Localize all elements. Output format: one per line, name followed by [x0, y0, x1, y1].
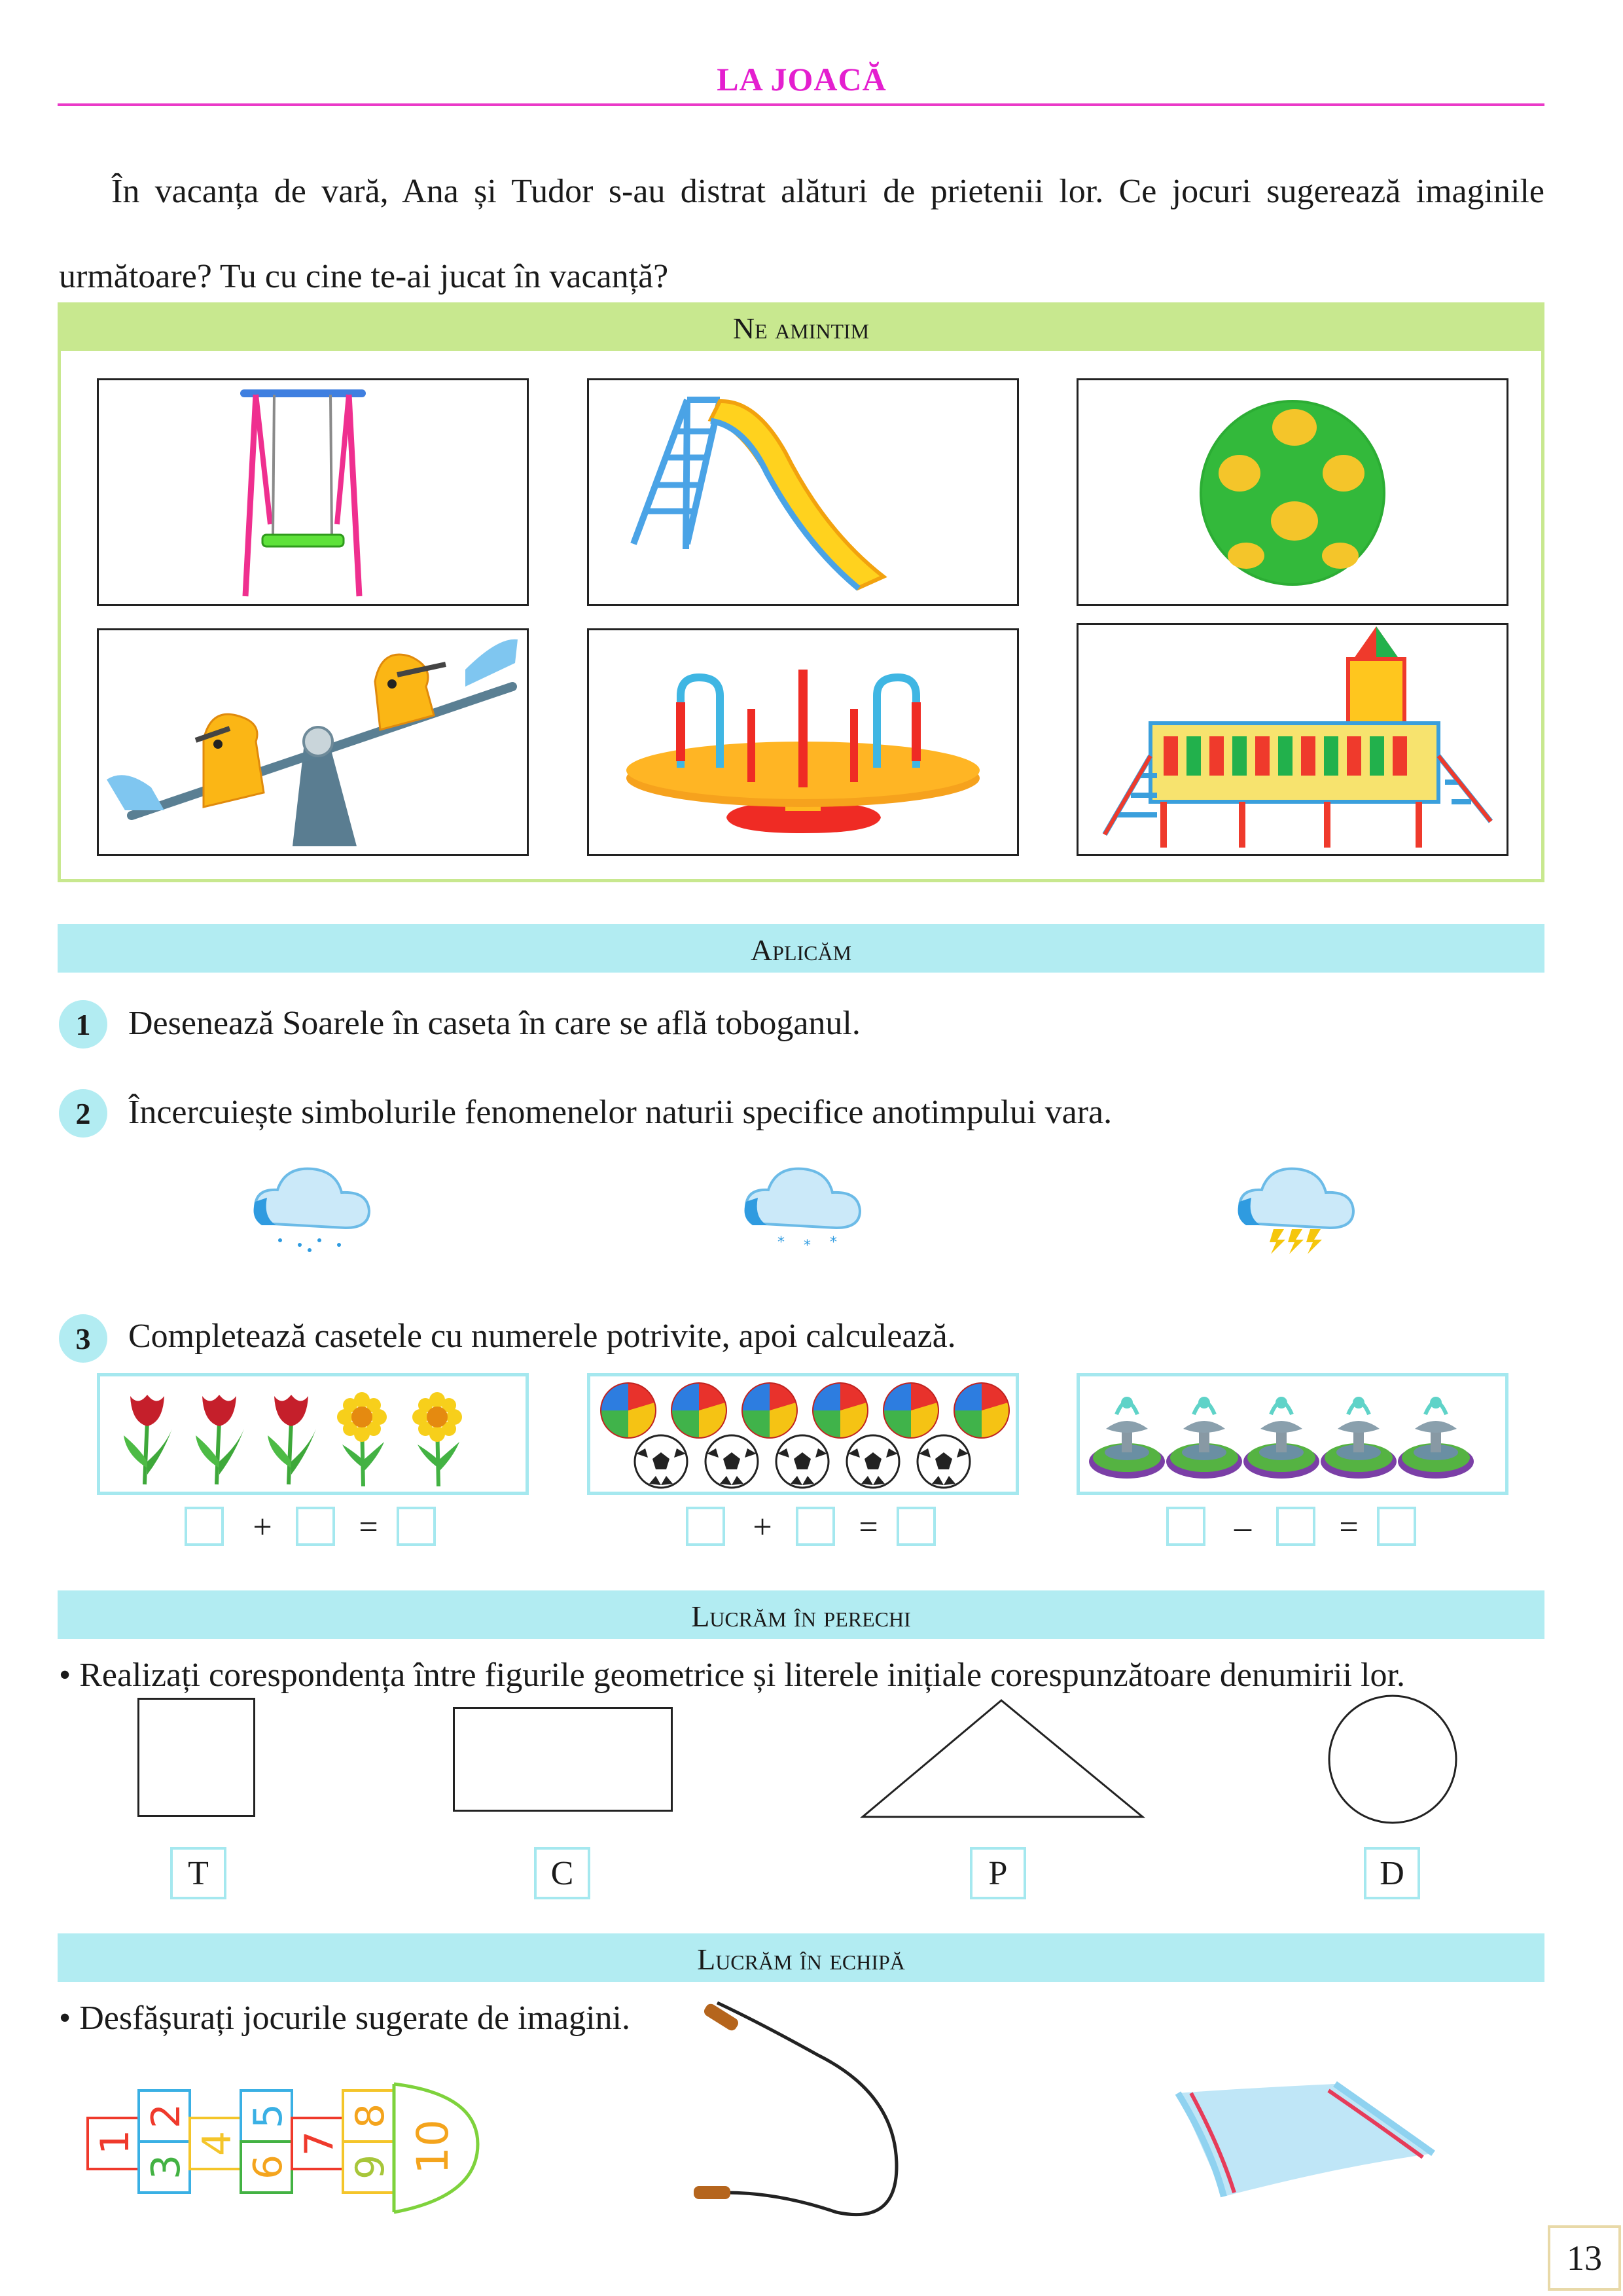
task-1-text: Desenează Soarele în caseta în care se află toboganul.: [128, 1005, 861, 1042]
answer-box-3c[interactable]: [1377, 1507, 1416, 1546]
letter-box-d[interactable]: D: [1364, 1847, 1420, 1899]
answer-box-1c[interactable]: [397, 1507, 436, 1546]
photo-ball: [1077, 378, 1508, 606]
answer-box-2b[interactable]: [796, 1507, 835, 1546]
photo-swing: [97, 378, 529, 606]
shape-rectangle[interactable]: [453, 1707, 673, 1812]
fountains-icons: [1080, 1376, 1505, 1492]
playground-castle-icon: [1079, 625, 1507, 854]
slide-icon: [589, 380, 1017, 604]
operator-2a: +: [753, 1509, 772, 1546]
answer-box-1b[interactable]: [296, 1507, 335, 1546]
svg-text:*: *: [804, 1238, 811, 1254]
answer-box-2a[interactable]: [686, 1507, 725, 1546]
operator-1a: +: [253, 1509, 272, 1546]
task-number-2: 2: [59, 1089, 107, 1138]
pairs-instruction: • Realizați corespondența între figurile geometrice și literele inițiale corespunzătoare denumirii lor.: [59, 1657, 1405, 1694]
hopscotch-number: 3: [143, 2154, 189, 2179]
answer-box-1a[interactable]: [185, 1507, 224, 1546]
cloud-lightning-icon[interactable]: [1232, 1152, 1363, 1257]
flowers-icons: [100, 1376, 526, 1492]
photo-carousel: [587, 628, 1019, 856]
swing-icon: [99, 380, 527, 604]
hopscotch-number: 2: [143, 2103, 189, 2128]
hopscotch-number: 4: [194, 2130, 240, 2156]
shape-circle[interactable]: [1326, 1693, 1461, 1827]
team-instruction: • Desfășurați jocurile sugerate de imagini.: [59, 2000, 631, 2037]
task-number-3: 3: [59, 1314, 107, 1363]
photo-castle: [1077, 623, 1508, 856]
hopscotch-number: 1: [92, 2129, 138, 2155]
hopscotch-icon: [85, 2081, 504, 2258]
hopscotch-number: 10: [408, 2119, 458, 2174]
flowers-box: [97, 1373, 529, 1495]
letter-box-t[interactable]: T: [170, 1847, 226, 1899]
seesaw-icon: [99, 630, 527, 854]
fountains-box: [1077, 1373, 1508, 1495]
answer-box-3b[interactable]: [1276, 1507, 1315, 1546]
hopscotch-number: 8: [348, 2103, 393, 2128]
blanket-icon: [1171, 2081, 1446, 2206]
cloud-snow-icon[interactable]: [738, 1152, 869, 1257]
hopscotch-number: 9: [348, 2154, 393, 2179]
hopscotch-number: 7: [296, 2130, 342, 2156]
letter-box-p[interactable]: P: [970, 1847, 1026, 1899]
apply-heading: Aplicăm: [58, 924, 1544, 973]
task-2-text: Încercuiește simbolurile fenomenelor naturii specifice anotimpului vara.: [128, 1094, 1113, 1131]
photo-slide: [587, 378, 1019, 606]
carousel-icon: [589, 630, 1017, 854]
hopscotch-number: 6: [245, 2154, 291, 2179]
shape-triangle[interactable]: [859, 1696, 1147, 1821]
task-number-1: 1: [59, 1000, 107, 1049]
balls-box: [587, 1373, 1019, 1495]
intro-paragraph: În vacanța de vară, Ana și Tudor s-au distrat alături de prietenii lor. Ce jocuri sugerează imaginile următoare? Tu cu cine te-ai jucat în vacanță?: [59, 173, 1544, 295]
title-divider: [58, 103, 1544, 106]
page-title: LA JOACĂ: [717, 61, 887, 98]
svg-text:*: *: [830, 1234, 837, 1251]
hopscotch-number: 5: [245, 2103, 291, 2128]
answer-box-3a[interactable]: [1166, 1507, 1205, 1546]
balls-icons: [590, 1376, 1016, 1492]
team-heading: Lucrăm în echipă: [58, 1933, 1544, 1982]
pairs-heading: Lucrăm în perechi: [58, 1590, 1544, 1639]
letter-box-c[interactable]: C: [534, 1847, 590, 1899]
cloud-rain-icon[interactable]: [247, 1152, 378, 1257]
recall-heading: Ne amintim: [58, 302, 1544, 351]
operator-3a: –: [1234, 1509, 1251, 1546]
photo-seesaw: [97, 628, 529, 856]
operator-2b: =: [859, 1509, 878, 1546]
operator-1b: =: [359, 1509, 378, 1546]
shape-square[interactable]: [137, 1698, 255, 1817]
jump-rope-icon: [681, 1996, 916, 2232]
page-number: 13: [1548, 2225, 1621, 2291]
answer-box-2c[interactable]: [897, 1507, 936, 1546]
svg-text:*: *: [777, 1234, 785, 1251]
task-3-text: Completează casetele cu numerele potrivite, apoi calculează.: [128, 1318, 956, 1355]
operator-3b: =: [1339, 1509, 1359, 1546]
ball-icon: [1079, 380, 1507, 604]
